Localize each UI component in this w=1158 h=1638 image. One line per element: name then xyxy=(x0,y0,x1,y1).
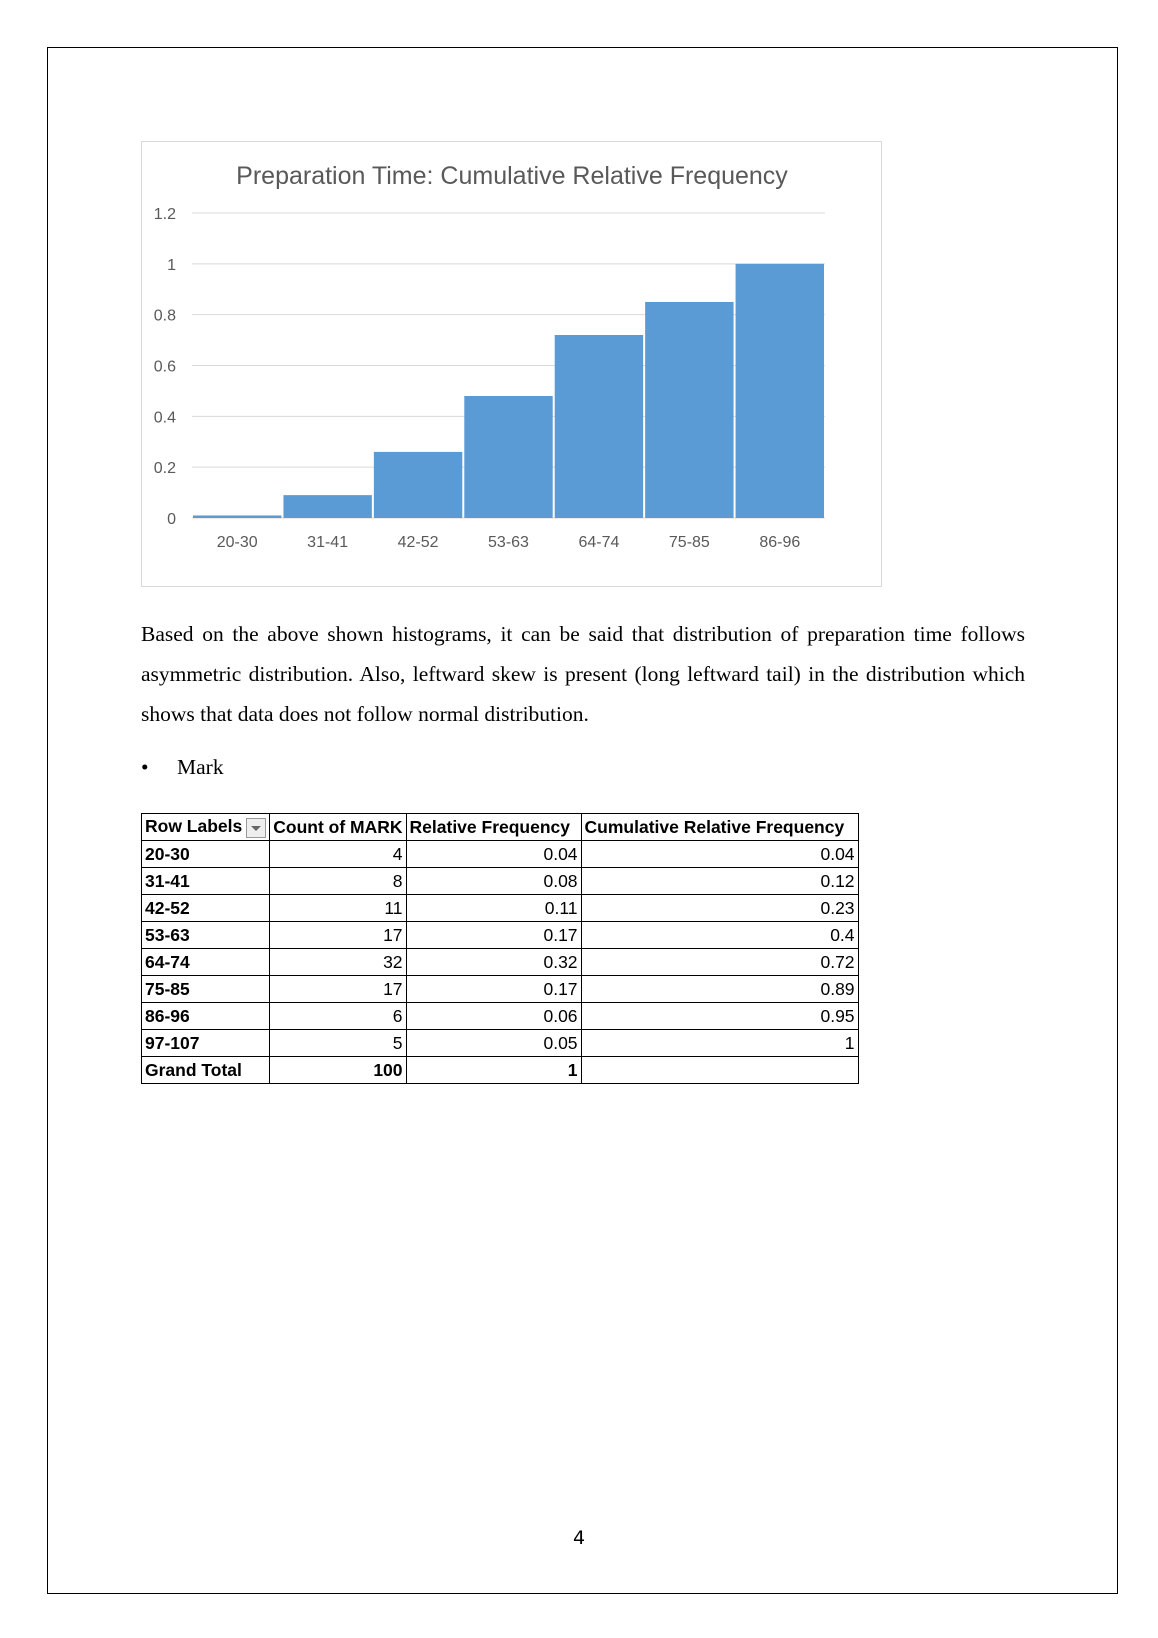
bar-86-96 xyxy=(736,264,824,518)
row-label-cell: 31-41 xyxy=(142,868,270,895)
bullet-icon: • xyxy=(141,755,149,779)
bar-75-85 xyxy=(645,302,733,518)
table-row xyxy=(142,1003,859,1030)
value-cell: 17 xyxy=(270,976,406,1003)
x-tick-label: 86-96 xyxy=(759,534,801,551)
x-axis-ticks xyxy=(217,534,801,551)
analysis-paragraph: Based on the above shown histograms, it can be said that distribution of preparation time follows asymmetric distribution. Also, leftward skew is present (long leftward tail) in the distribution which shows that data does not follow normal distribution. xyxy=(141,622,1025,726)
chart-title: Preparation Time: Cumulative Relative Frequency xyxy=(236,162,788,190)
row-label-cell: 75-85 xyxy=(142,976,270,1003)
table-row xyxy=(142,868,859,895)
bar-64-74 xyxy=(555,335,643,518)
cumulative-frequency-chart xyxy=(141,141,882,587)
value-cell: 1 xyxy=(406,1057,581,1084)
y-tick-label: 0.2 xyxy=(153,460,176,478)
value-cell: 0.06 xyxy=(406,1003,581,1030)
value-cell: 5 xyxy=(270,1030,406,1057)
row-label-cell: 20-30 xyxy=(142,841,270,868)
chart-canvas xyxy=(142,142,883,588)
x-tick-label: 75-85 xyxy=(668,534,710,551)
y-tick-label: 0.8 xyxy=(153,307,176,325)
value-cell xyxy=(581,1057,858,1084)
value-cell: 0.12 xyxy=(581,868,858,895)
bullet-label: Mark xyxy=(177,755,224,779)
value-cell: 1 xyxy=(581,1030,858,1057)
page-number: 4 xyxy=(572,1527,586,1549)
row-label-cell: 97-107 xyxy=(142,1030,270,1057)
table-row xyxy=(142,922,859,949)
value-cell: 0.17 xyxy=(406,976,581,1003)
value-cell: 8 xyxy=(270,868,406,895)
value-cell: 32 xyxy=(270,949,406,976)
value-cell: 11 xyxy=(270,895,406,922)
y-tick-label: 0 xyxy=(167,511,176,528)
value-cell: 0.04 xyxy=(581,841,858,868)
table-body xyxy=(142,841,859,1084)
x-tick-label: 31-41 xyxy=(307,534,349,551)
value-cell: 0.04 xyxy=(406,841,581,868)
header-row-labels: Row Labels xyxy=(142,814,270,841)
value-cell: 17 xyxy=(270,922,406,949)
y-tick-label: 1.2 xyxy=(153,206,176,223)
value-cell: 0.89 xyxy=(581,976,858,1003)
y-tick-label: 0.6 xyxy=(153,358,176,376)
table-row xyxy=(142,1030,859,1057)
row-label-cell: 42-52 xyxy=(142,895,270,922)
header-relative-frequency: Relative Frequency xyxy=(406,814,581,841)
value-cell: 0.23 xyxy=(581,895,858,922)
filter-dropdown-icon[interactable] xyxy=(246,818,266,838)
value-cell: 0.17 xyxy=(406,922,581,949)
header-count: Count of MARK xyxy=(270,814,406,841)
pivot-table xyxy=(141,813,859,1084)
table-header-row xyxy=(142,814,859,841)
value-cell: 0.11 xyxy=(406,895,581,922)
value-cell: 0.72 xyxy=(581,949,858,976)
row-label-cell: Grand Total xyxy=(142,1057,270,1084)
row-label-cell: 86-96 xyxy=(142,1003,270,1030)
x-tick-label: 42-52 xyxy=(397,534,439,551)
bar-42-52 xyxy=(374,452,462,518)
y-tick-label: 0.4 xyxy=(153,409,176,427)
value-cell: 0.05 xyxy=(406,1030,581,1057)
value-cell: 0.95 xyxy=(581,1003,858,1030)
table-row xyxy=(142,949,859,976)
bar-20-30 xyxy=(193,515,281,518)
value-cell: 0.32 xyxy=(406,949,581,976)
row-label-cell: 64-74 xyxy=(142,949,270,976)
bar-31-41 xyxy=(283,495,371,518)
value-cell: 0.08 xyxy=(406,868,581,895)
y-tick-label: 1 xyxy=(167,256,176,274)
x-tick-label: 53-63 xyxy=(488,534,529,551)
grand-total-row xyxy=(142,1057,859,1084)
row-label-cell: 53-63 xyxy=(142,922,270,949)
value-cell: 100 xyxy=(270,1057,406,1084)
x-tick-label: 64-74 xyxy=(578,534,620,551)
table-row xyxy=(142,895,859,922)
value-cell: 0.4 xyxy=(581,922,858,949)
y-axis-ticks xyxy=(154,206,176,528)
value-cell: 4 xyxy=(270,841,406,868)
table-row xyxy=(142,841,859,868)
value-cell: 6 xyxy=(270,1003,406,1030)
table-row xyxy=(142,976,859,1003)
bar-53-63 xyxy=(464,396,552,518)
bars xyxy=(193,264,824,518)
header-cumulative-frequency: Cumulative Relative Frequency xyxy=(581,814,858,841)
x-tick-label: 20-30 xyxy=(216,534,258,551)
